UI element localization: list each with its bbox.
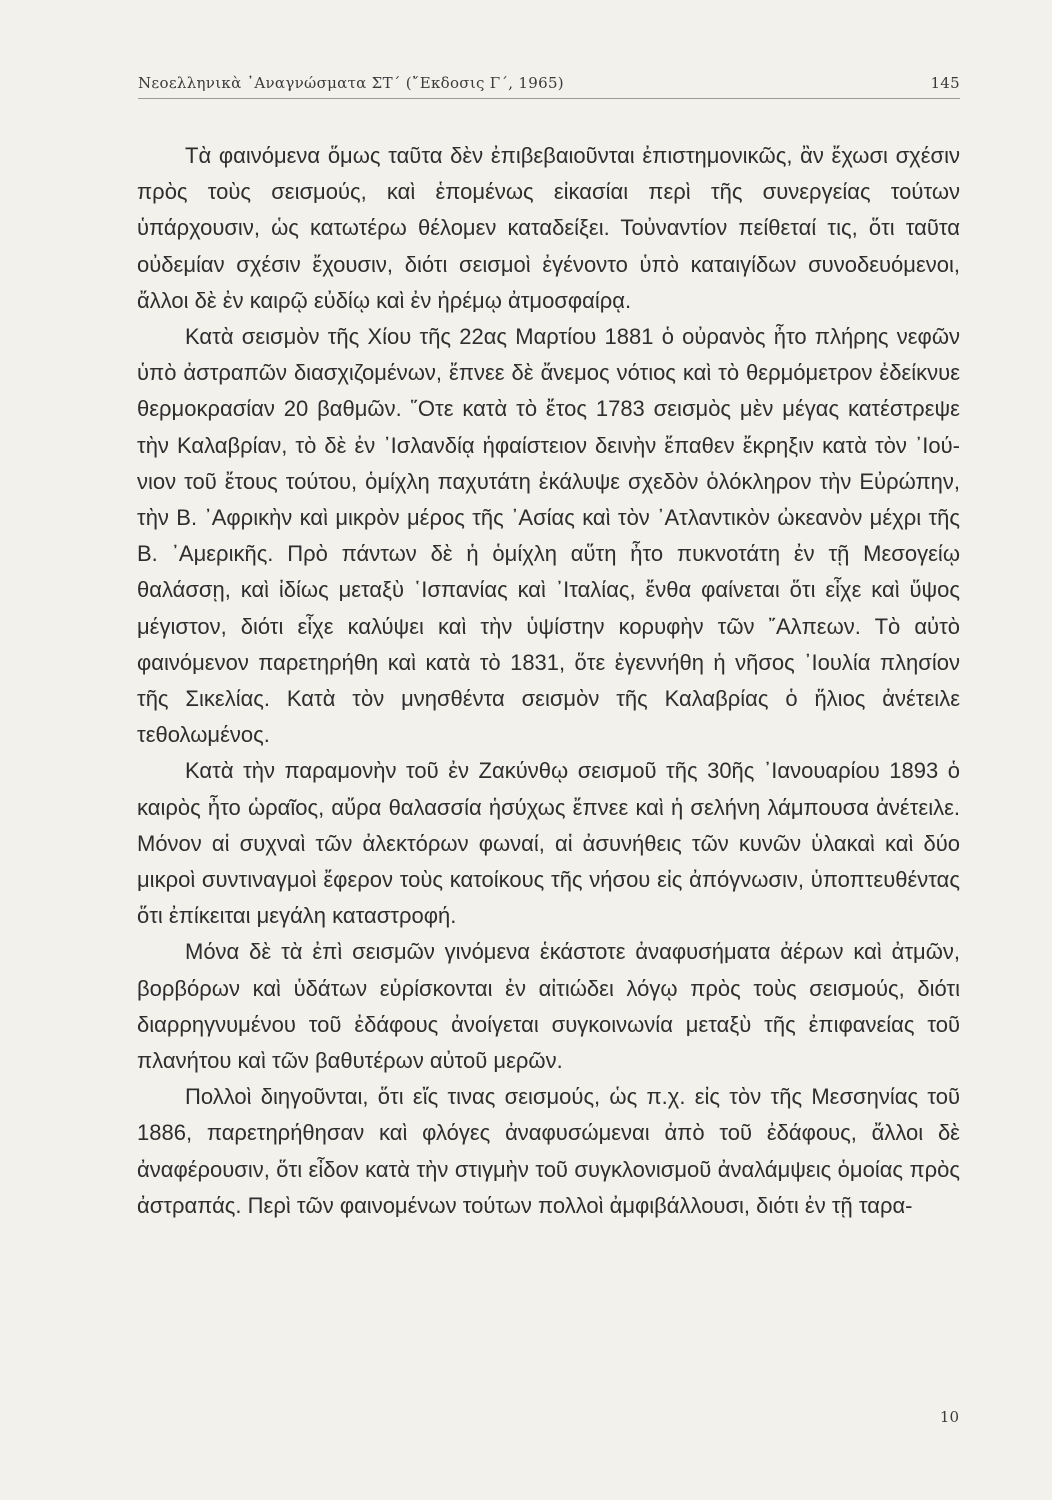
- signature-mark: 10: [939, 1408, 959, 1426]
- paragraph: Κατὰ τὴν παραμονὴν τοῦ ἐν Ζακύνθῳ σεισμοῦ τῆς 30ῆς ᾿Ιανουαρίου 1893 ὁ καιρὸς ἦτο ὡραῖος, αὔρα θαλασσία ἡσύχως ἔπνεε καὶ ἡ σελήνη λάμπουσα ἀνέτειλε. Μόνον αἱ συχναὶ τῶν ἀλεκτόρων φωναί, αἱ ἀσυνήθεις τῶν κυνῶν ὑλακαὶ καὶ δύο μικροὶ συντιναγμοὶ ἔφερον τοὺς κατοίκους τῆς νήσου εἰς ἀπόγνωσιν, ὑποπτευθέντας ὅτι ἐπίκειται μεγάλη καταστροφή.: [137, 758, 960, 929]
- paragraph: Πολλοὶ διηγοῦνται, ὅτι εἴς τινας σεισμούς, ὡς π.χ. εἰς τὸν τῆς Μεσσηνίας τοῦ 1886, παρετηρήθησαν καὶ φλόγες ἀναφυσώμεναι ἀπὸ τοῦ ἐδάφους, ἄλλοι δὲ ἀναφέρουσιν, ὅτι εἶδον κατὰ τὴν στιγμὴν τοῦ συγκλονισμοῦ ἀναλάμψεις ὁμοίας πρὸς ἀστραπάς. Περὶ τῶν φαινομένων τούτων πολλοὶ ἀμφιβάλλουσι, διότι ἐν τῇ ταρα-: [137, 1084, 960, 1218]
- paragraph: Μόνα δὲ τὰ ἐπὶ σεισμῶν γινόμενα ἑκάστοτε ἀναφυσήματα ἀέρων καὶ ἀτμῶν, βορβόρων καὶ ὑδάτων εὑρίσκονται ἐν αἰτιώδει λόγῳ πρὸς τοὺς σεισμούς, διότι διαρρηγνυμένου τοῦ ἐδάφους ἀνοίγεται συγκοινωνία μεταξὺ τῆς ἐπιφανείας τοῦ πλανήτου καὶ τῶν βαθυτέρων αὐτοῦ μερῶν.: [137, 939, 960, 1074]
- paragraph: Τὰ φαινόμενα ὅμως ταῦτα δὲν ἐπιβεβαιοῦνται ἐπιστημονικῶς, ἂν ἔχωσι σχέσιν πρὸς τοὺς σεισμούς, καὶ ἑπομένως εἰκασίαι περὶ τῆς συνεργείας τούτων ὑπάρχουσιν, ὡς κατωτέρω θέλομεν καταδείξει. Τοὐναντίον πείθεταί τις, ὅτι ταῦτα οὐδεμίαν σχέσιν ἔχουσιν, διότι σεισμοὶ ἐγένοντο ὑπὸ καταιγίδων συνοδευόμενοι, ἄλλοι δὲ ἐν καιρῷ εὐδίῳ καὶ ἐν ἠρέμῳ ἀτμοσφαίρᾳ.: [137, 143, 960, 313]
- page-number: 145: [930, 74, 960, 92]
- running-title: Νεοελληνικὰ ᾿Αναγνώσματα ΣΤ΄ (῎Εκδοσις Γ΄, 1965): [138, 74, 564, 92]
- running-header: [138, 68, 960, 99]
- paragraph: Κατὰ σεισμὸν τῆς Χίου τῆς 22ας Μαρτίου 1881 ὁ οὐρανὸς ἦτο πλήρης νεφῶν ὑπὸ ἀστραπῶν διασχιζομένων, ἔπνεε δὲ ἄνεμος νότιος καὶ τὸ θερμόμετρον ἐδείκνυε θερμοκρασίαν 20 βαθμῶν. ῞Οτε κατὰ τὸ ἔτος 1783 σεισμὸς μὲν μέγας κατέστρεψε τὴν Καλαβρίαν, τὸ δὲ ἐν ᾿Ισλανδίᾳ ἡφαίστειον δεινὴν ἔπαθεν ἔκρηξιν κατὰ τὸν ᾿Ιούνιον τοῦ ἔτους τούτου, ὁμίχλη παχυτάτη ἐκάλυψε σχεδὸν ὁλόκληρον τὴν Εὐρώπην, τὴν Β. ᾿Αφρικὴν καὶ μικρὸν μέρος τῆς ᾿Ασίας καὶ τὸν ᾿Ατλαντικὸν ὠκεανὸν μέχρι τῆς Β. ᾿Αμερικῆς. Πρὸ πάντων δὲ ἡ ὁμίχλη αὕτη ἦτο πυκνοτάτη ἐν τῇ Μεσογείῳ θαλάσσῃ, καὶ ἰδίως μεταξὺ ῾Ισπανίας καὶ ᾿Ιταλίας, ἔνθα φαίνεται ὅτι εἶχε καὶ ὕψος μέγιστον, διότι εἶχε καλύψει καὶ τὴν ὑψίστην κορυφὴν τῶν ῎Αλπεων. Τὸ αὐτὸ φαινόμενον παρετηρήθη καὶ κατὰ τὸ 1831, ὅτε ἐγεννήθη ἡ νῆσος ᾿Ιουλία πλησίον τῆς Σικελίας. Κατὰ τὸν μνησθέντα σεισμὸν τῆς Καλαβρίας ὁ ἥλιος ἀνέτειλε τεθολωμένος.: [137, 324, 960, 748]
- body-text: [137, 138, 960, 1224]
